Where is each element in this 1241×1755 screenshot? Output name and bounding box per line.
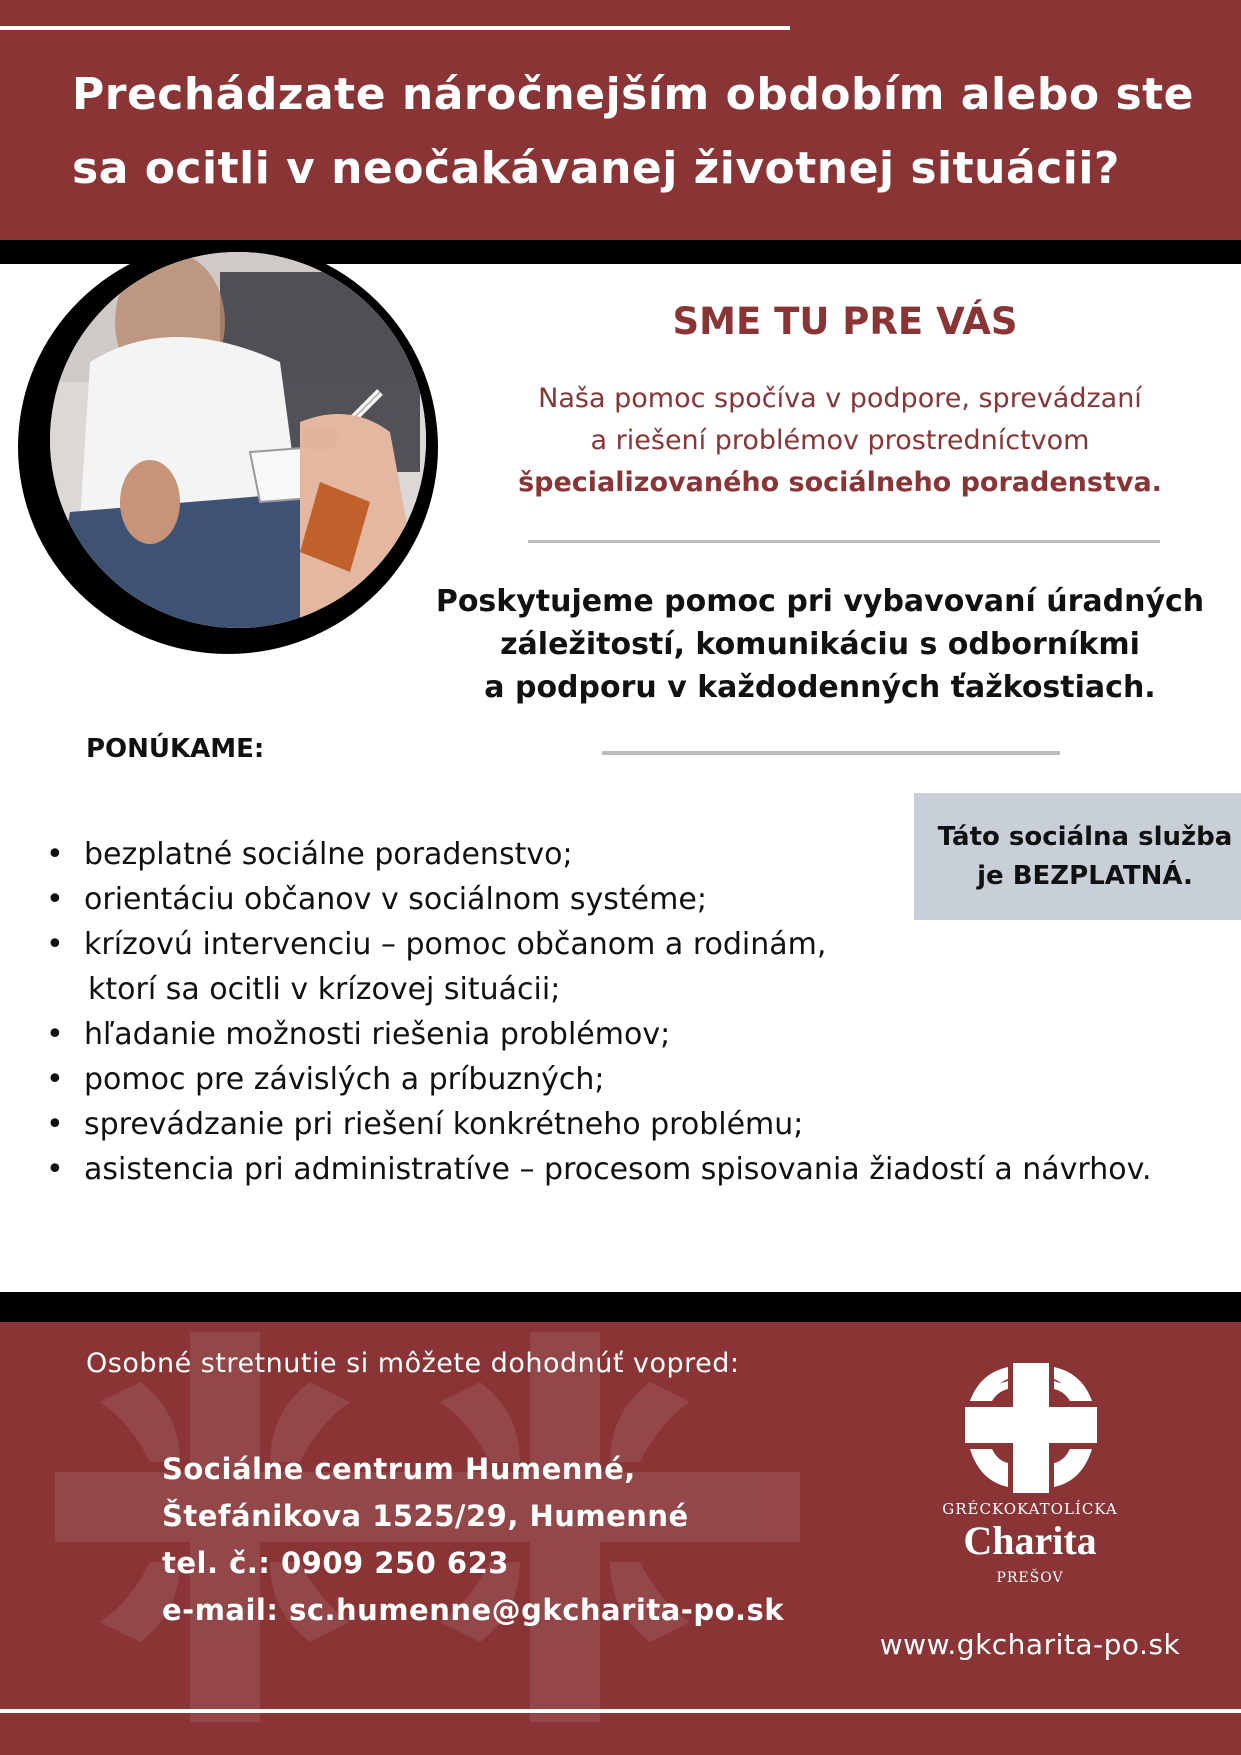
- list-item-text: hľadanie možnosti riešenia problémov;: [84, 1017, 671, 1052]
- contact-name: Sociálne centrum Humenné,: [162, 1452, 636, 1486]
- services-statement: [420, 580, 1220, 709]
- bottom-black-band: [0, 1292, 1241, 1322]
- intro-line-2: a riešení problémov prostredníctvom: [590, 425, 1090, 456]
- contact-email[interactable]: e-mail: sc.humenne@gkcharita-po.sk: [162, 1593, 785, 1627]
- list-item-text: asistencia pri administratíve – procesom spisovania žiadostí a návrhov.: [84, 1152, 1152, 1187]
- statement-line-2: záležitostí, komunikáciu s odborníkmi: [500, 627, 1140, 662]
- list-item: [40, 832, 1220, 877]
- intro-line-1: Naša pomoc spočíva v podpore, sprevádzaní: [538, 383, 1142, 414]
- photo-content: [50, 252, 426, 628]
- bullet: •: [46, 1017, 64, 1052]
- divider: [528, 540, 1160, 543]
- list-item-text: krízovú intervenciu – pomoc občanom a rodinám,: [84, 927, 827, 962]
- contact-block: [162, 1446, 784, 1634]
- list-item: [40, 877, 1220, 922]
- section-heading: SME TU PRE VÁS: [672, 300, 1018, 343]
- offer-list: [40, 832, 1220, 1192]
- bullet: •: [46, 1107, 64, 1142]
- free-line-2: je BEZPLATNÁ.: [977, 861, 1193, 891]
- counseling-photo: [18, 240, 438, 654]
- logo-text-name: Charita: [963, 1518, 1097, 1563]
- intro-line-3: [480, 462, 1200, 504]
- bullet: •: [46, 927, 64, 962]
- statement-line-1: Poskytujeme pomoc pri vybavovaní úradných: [435, 584, 1205, 619]
- website-link[interactable]: www.gkcharita-po.sk: [879, 1628, 1181, 1661]
- page-title: [72, 58, 1202, 206]
- offer-heading: PONÚKAME:: [86, 734, 265, 764]
- title-line-1: Prechádzate náročnejším obdobím alebo ste: [72, 69, 1195, 120]
- free-line-1: Táto sociálna služba: [937, 822, 1233, 852]
- list-item-text: sprevádzanie pri riešení konkrétneho problému;: [84, 1107, 804, 1142]
- divider: [602, 751, 1060, 755]
- statement-line-3: a podporu v každodenných ťažkostiach.: [484, 670, 1156, 705]
- list-item: [40, 1147, 1220, 1192]
- intro-bold-text: špecializovaného sociálneho poradenstva.: [518, 467, 1162, 498]
- bullet: •: [46, 1062, 64, 1097]
- counseling-illustration: [50, 252, 426, 628]
- footer-bottom-line: [0, 1709, 1241, 1713]
- contact-address: Štefánikova 1525/29, Humenné: [162, 1499, 689, 1533]
- appointment-note: Osobné stretnutie si môžete dohodnúť vopred:: [86, 1348, 740, 1379]
- bullet: •: [46, 1152, 64, 1187]
- intro-paragraph: [480, 378, 1200, 504]
- list-item-text: orientáciu občanov v sociálnom systéme;: [84, 882, 707, 917]
- list-item: [40, 1102, 1220, 1147]
- list-item: [40, 1057, 1220, 1102]
- contact-phone: tel. č.: 0909 250 623: [162, 1546, 509, 1580]
- list-item: [40, 922, 1220, 1012]
- list-item: [40, 1012, 1220, 1057]
- list-item-continuation: ktorí sa ocitli v krízovej situácii;: [88, 972, 561, 1007]
- header-top-line: [0, 26, 790, 30]
- logo-text-bottom: PREŠOV: [996, 1570, 1064, 1586]
- logo-text-top: GRÉCKOKATOLÍCKA: [942, 1500, 1118, 1518]
- list-item-text: bezplatné sociálne poradenstvo;: [84, 837, 573, 872]
- bullet: •: [46, 837, 64, 872]
- list-item-text: pomoc pre závislých a príbuzných;: [84, 1062, 605, 1097]
- title-line-2: sa ocitli v neočakávanej životnej situácii?: [72, 143, 1120, 194]
- bullet: •: [46, 882, 64, 917]
